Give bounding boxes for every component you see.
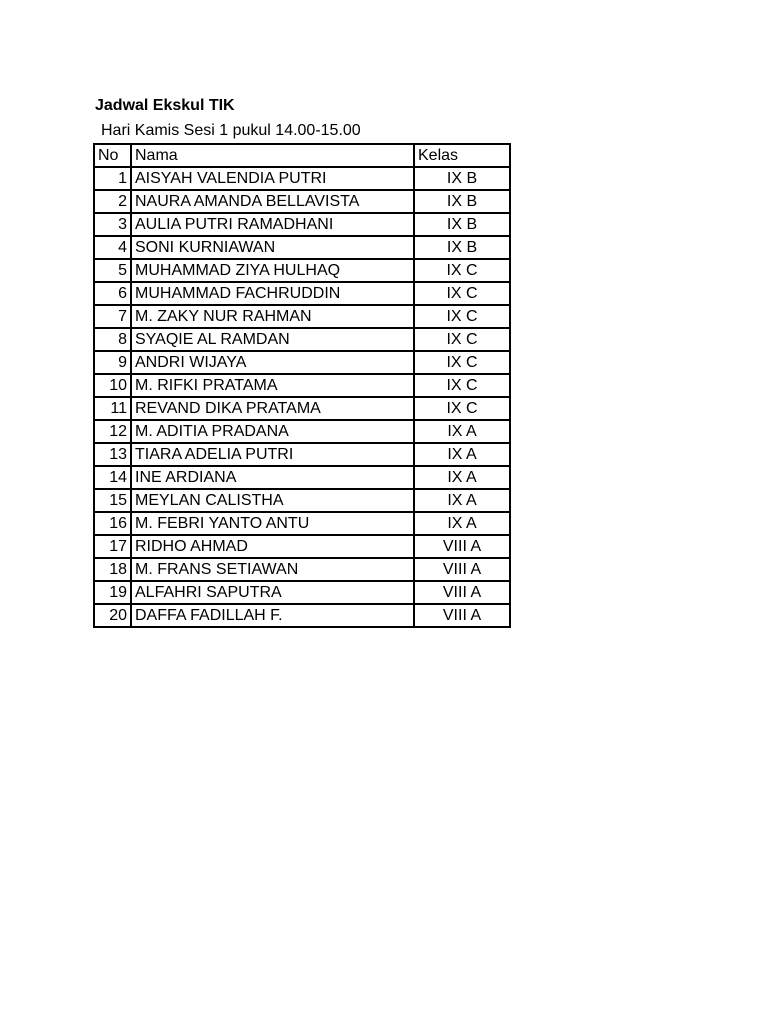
table-row xyxy=(94,397,510,420)
table-row xyxy=(94,535,510,558)
row-no: 3 xyxy=(94,213,131,236)
row-nama: M. FRANS SETIAWAN xyxy=(131,558,414,581)
document-title: Jadwal Ekskul TIK xyxy=(95,97,235,114)
row-kelas: IX A xyxy=(414,420,510,443)
table-row xyxy=(94,259,510,282)
row-kelas: VIII A xyxy=(414,604,510,627)
table-row xyxy=(94,236,510,259)
row-no: 16 xyxy=(94,512,131,535)
row-no: 19 xyxy=(94,581,131,604)
row-no: 18 xyxy=(94,558,131,581)
row-nama: INE ARDIANA xyxy=(131,466,414,489)
row-kelas: IX C xyxy=(414,282,510,305)
row-kelas: IX A xyxy=(414,443,510,466)
table-row xyxy=(94,443,510,466)
row-nama: ANDRI WIJAYA xyxy=(131,351,414,374)
row-no: 4 xyxy=(94,236,131,259)
table-row xyxy=(94,167,510,190)
row-no: 8 xyxy=(94,328,131,351)
row-kelas: VIII A xyxy=(414,581,510,604)
schedule-subtitle: Hari Kamis Sesi 1 pukul 14.00-15.00 xyxy=(101,122,361,139)
row-no: 11 xyxy=(94,397,131,420)
row-kelas: IX C xyxy=(414,374,510,397)
row-no: 5 xyxy=(94,259,131,282)
table-row xyxy=(94,558,510,581)
row-no: 1 xyxy=(94,167,131,190)
row-no: 6 xyxy=(94,282,131,305)
table-row xyxy=(94,489,510,512)
header-nama: Nama xyxy=(131,144,414,167)
row-kelas: IX C xyxy=(414,397,510,420)
row-nama: M. ADITIA PRADANA xyxy=(131,420,414,443)
row-kelas: IX C xyxy=(414,259,510,282)
table-row xyxy=(94,351,510,374)
row-kelas: IX C xyxy=(414,328,510,351)
student-table xyxy=(93,143,511,628)
row-no: 17 xyxy=(94,535,131,558)
row-no: 12 xyxy=(94,420,131,443)
row-kelas: IX B xyxy=(414,236,510,259)
row-kelas: VIII A xyxy=(414,535,510,558)
table-row xyxy=(94,466,510,489)
row-nama: MUHAMMAD ZIYA HULHAQ xyxy=(131,259,414,282)
row-kelas: IX A xyxy=(414,466,510,489)
header-kelas: Kelas xyxy=(414,144,510,167)
row-nama: NAURA AMANDA BELLAVISTA xyxy=(131,190,414,213)
row-nama: M. FEBRI YANTO ANTU xyxy=(131,512,414,535)
row-kelas: IX A xyxy=(414,489,510,512)
row-nama: ALFAHRI SAPUTRA xyxy=(131,581,414,604)
row-kelas: IX C xyxy=(414,305,510,328)
row-no: 14 xyxy=(94,466,131,489)
row-nama: M. RIFKI PRATAMA xyxy=(131,374,414,397)
student-table-body xyxy=(94,144,510,627)
table-row xyxy=(94,581,510,604)
row-kelas: IX B xyxy=(414,190,510,213)
row-nama: REVAND DIKA PRATAMA xyxy=(131,397,414,420)
row-nama: RIDHO AHMAD xyxy=(131,535,414,558)
row-no: 7 xyxy=(94,305,131,328)
table-row xyxy=(94,420,510,443)
row-nama: DAFFA FADILLAH F. xyxy=(131,604,414,627)
table-row xyxy=(94,305,510,328)
row-nama: SYAQIE AL RAMDAN xyxy=(131,328,414,351)
table-row xyxy=(94,190,510,213)
table-row xyxy=(94,282,510,305)
row-kelas: VIII A xyxy=(414,558,510,581)
table-row xyxy=(94,328,510,351)
row-nama: AULIA PUTRI RAMADHANI xyxy=(131,213,414,236)
table-row xyxy=(94,374,510,397)
row-no: 9 xyxy=(94,351,131,374)
row-kelas: IX C xyxy=(414,351,510,374)
row-nama: AISYAH VALENDIA PUTRI xyxy=(131,167,414,190)
row-kelas: IX B xyxy=(414,213,510,236)
table-header-row xyxy=(94,144,510,167)
table-row xyxy=(94,213,510,236)
row-no: 20 xyxy=(94,604,131,627)
row-no: 10 xyxy=(94,374,131,397)
header-no: No xyxy=(94,144,131,167)
row-no: 2 xyxy=(94,190,131,213)
row-kelas: IX A xyxy=(414,512,510,535)
row-nama: M. ZAKY NUR RAHMAN xyxy=(131,305,414,328)
row-nama: MEYLAN CALISTHA xyxy=(131,489,414,512)
row-nama: SONI KURNIAWAN xyxy=(131,236,414,259)
row-nama: MUHAMMAD FACHRUDDIN xyxy=(131,282,414,305)
row-no: 15 xyxy=(94,489,131,512)
table-row xyxy=(94,512,510,535)
row-kelas: IX B xyxy=(414,167,510,190)
row-no: 13 xyxy=(94,443,131,466)
table-row xyxy=(94,604,510,627)
row-nama: TIARA ADELIA PUTRI xyxy=(131,443,414,466)
